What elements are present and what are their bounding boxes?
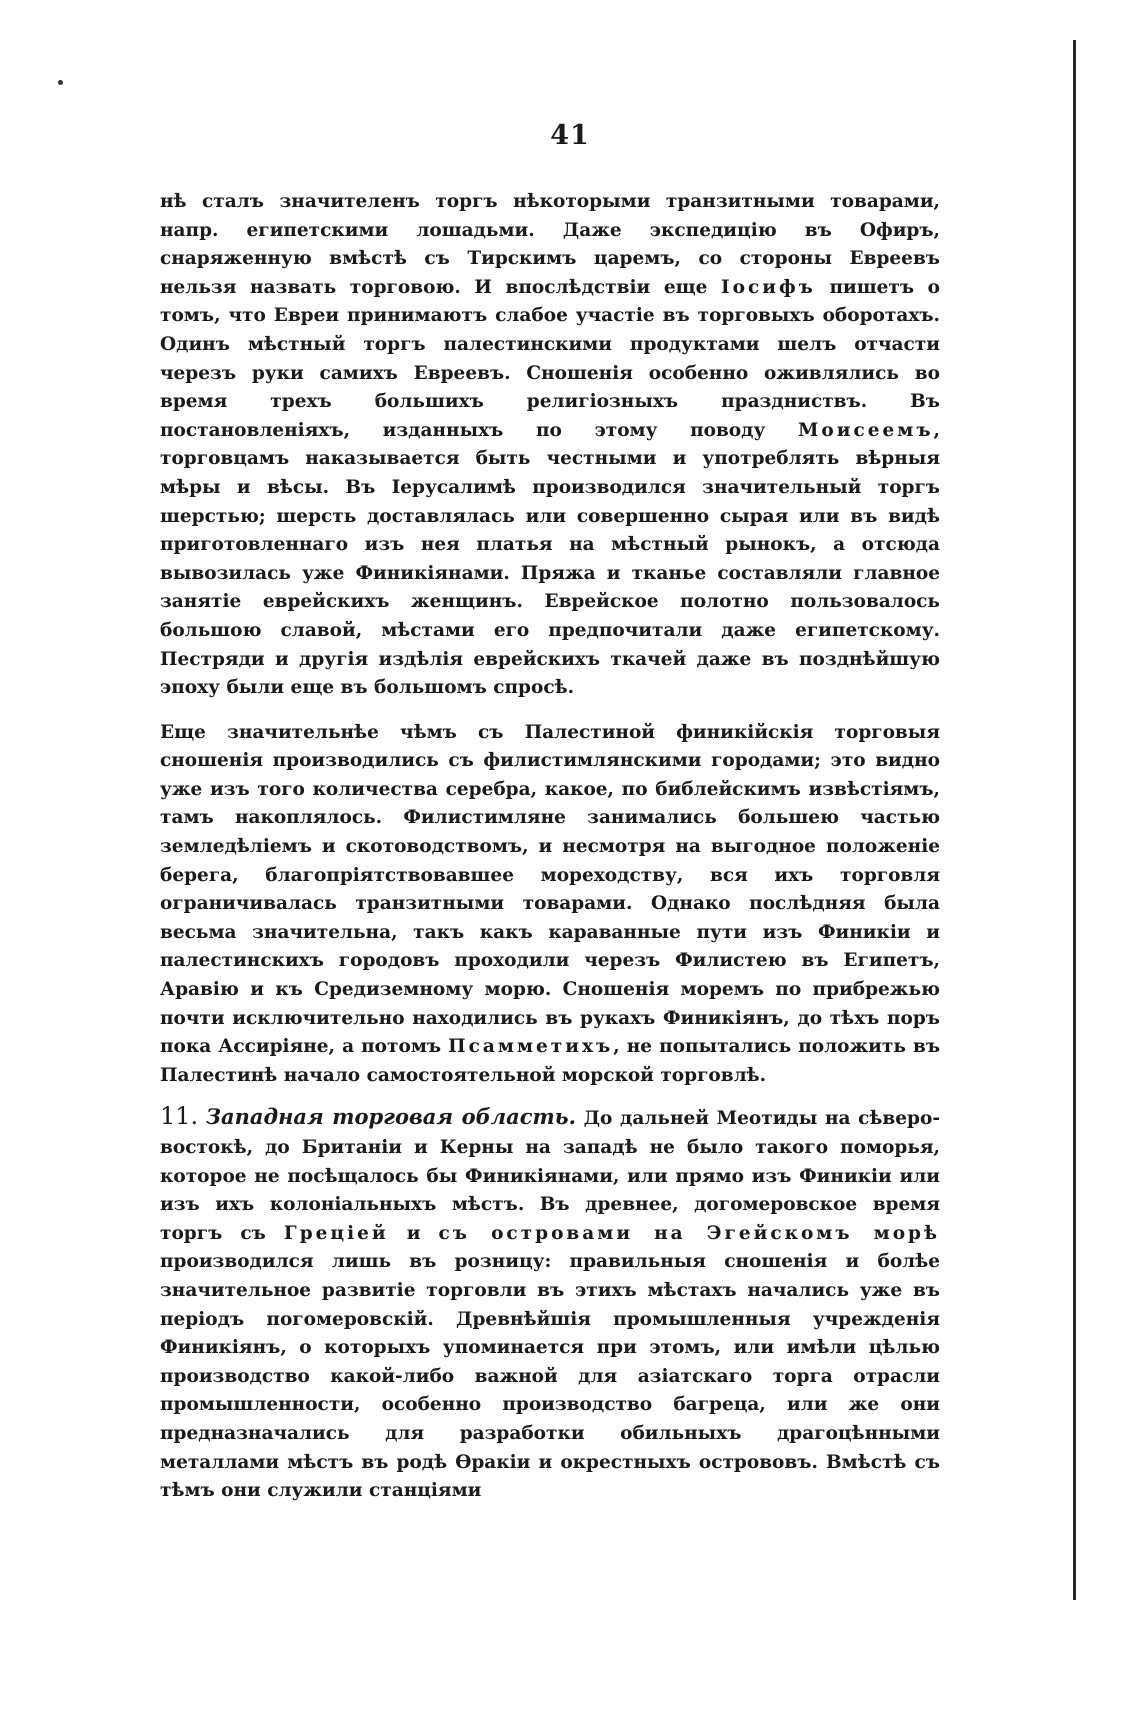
emphasis-moses: Моисеемъ <box>797 419 934 441</box>
paragraph-1-text-c: , торговцамъ наказывается быть честными и употреблять вѣрныя мѣры и вѣсы. Въ Іерусалимѣ производился значительный торгъ шерстью; шерсть доставлялась или совершенно сырая или въ видѣ приготовленнаго изъ нея платья на мѣстный рынокъ, а отсюда вывозилась уже Финикіянами. Пряжа и тканье составляли главное занятіе еврейскихъ женщинъ. Еврейское полотно пользовалось большою славой, мѣстами его предпочитали даже египетскому. Пестряди и другія издѣлія еврейскихъ ткачей даже въ позднѣйшую эпоху были еще въ большомъ спросѣ. <box>160 419 940 699</box>
paragraph-2-text-b: , не попытались положить въ Палестинѣ начало самостоятельной морской торговлѣ. <box>160 1036 941 1086</box>
paragraph-3-text-a: До дальней Меотиды на сѣверо-востокѣ, до Британіи и Керны на западѣ не было такого поморья, которое не посѣщалось бы Финикіянами, или прямо изъ Финикіи или изъ ихъ колоніальныхъ мѣстъ. Въ древнее, догомеровское время торгъ съ <box>160 1108 940 1244</box>
emphasis-islands: съ островами на Эгейскомъ морѣ <box>438 1222 940 1244</box>
paragraph-3-text-b: производился лишь въ розницу: правильныя сношенія и болѣе значительное развитіе торговли въ этихъ мѣстахъ начались уже въ періодъ погомеровскій. Древнѣйшія промышленныя учрежденія Финикіянъ, о которыхъ упоминается при этомъ, или имѣли цѣлью производство какой-либо важной для азіатскаго торга отрасли промышленности, особенно производство багреца, или же они предназначались для разработки обильныхъ драгоцѣнными металлами мѣстъ въ родѣ Ѳракіи и окрестныхъ острововъ. Вмѣстѣ съ тѣмъ они служили станціями <box>160 1251 940 1502</box>
paragraph-3 <box>160 1102 940 1505</box>
scan-margin-line <box>1073 40 1076 1600</box>
emphasis-iosif: Іосифъ <box>721 276 816 298</box>
paragraph-2 <box>160 719 940 1091</box>
paragraph-2-text-a: Еще значительнѣе чѣмъ съ Палестиной финикійскія торговыя сношенія производились съ филистимлянскими городами; это видно уже изъ того количества серебра, какое, по библейскимъ извѣстіямъ, тамъ накоплялось. Филистимляне занимались большею частью земледѣліемъ и скотоводствомъ, и несмотря на выгодное положеніе берега, благопріятствовавшее мореходству, вся ихъ торговля ограничивалась транзитными товарами. Однако послѣдняя была весьма значительна, такъ какъ караванные пути изъ Финикіи и палестинскихъ городовъ проходили черезъ Филистею въ Египетъ, Аравію и къ Средиземному морю. Сношенія моремъ по прибрежью почти исключительно находились въ рукахъ Финикіянъ, до тѣхъ поръ пока Ассиріяне, а потомъ <box>160 721 940 1058</box>
emphasis-greece: Греціей <box>283 1222 389 1244</box>
page-number: 41 <box>550 120 590 151</box>
scan-speck <box>58 80 63 85</box>
emphasis-psammetich: Псамметихъ <box>448 1036 614 1058</box>
paragraph-1-text-a: нѣ сталъ значителенъ торгъ нѣкоторыми транзитными товарами, напр. египетскими лошадьми. Даже экспедицію въ Офиръ, снаряженную вмѣстѣ съ Тирскимъ царемъ, со стороны Евреевъ нельзя назвать торговою. И впослѣдствіи еще <box>160 191 940 298</box>
page-body <box>160 188 940 1506</box>
section-number: 11. <box>160 1102 199 1131</box>
paragraph-1 <box>160 188 940 703</box>
section-title: Западная торговая область. <box>205 1104 576 1130</box>
paragraph-3-text-and: и <box>388 1222 439 1244</box>
paragraph-1-text-b: пишетъ о томъ, что Евреи принимаютъ слабое участіе въ торговыхъ оборотахъ. Одинъ мѣстный торгъ палестинскими продуктами шелъ отчасти черезъ руки самихъ Евреевъ. Сношенія особенно оживлялись во время трехъ большихъ религіозныхъ праздниствъ. Въ постановленіяхъ, изданныхъ по этому поводу <box>160 276 940 441</box>
